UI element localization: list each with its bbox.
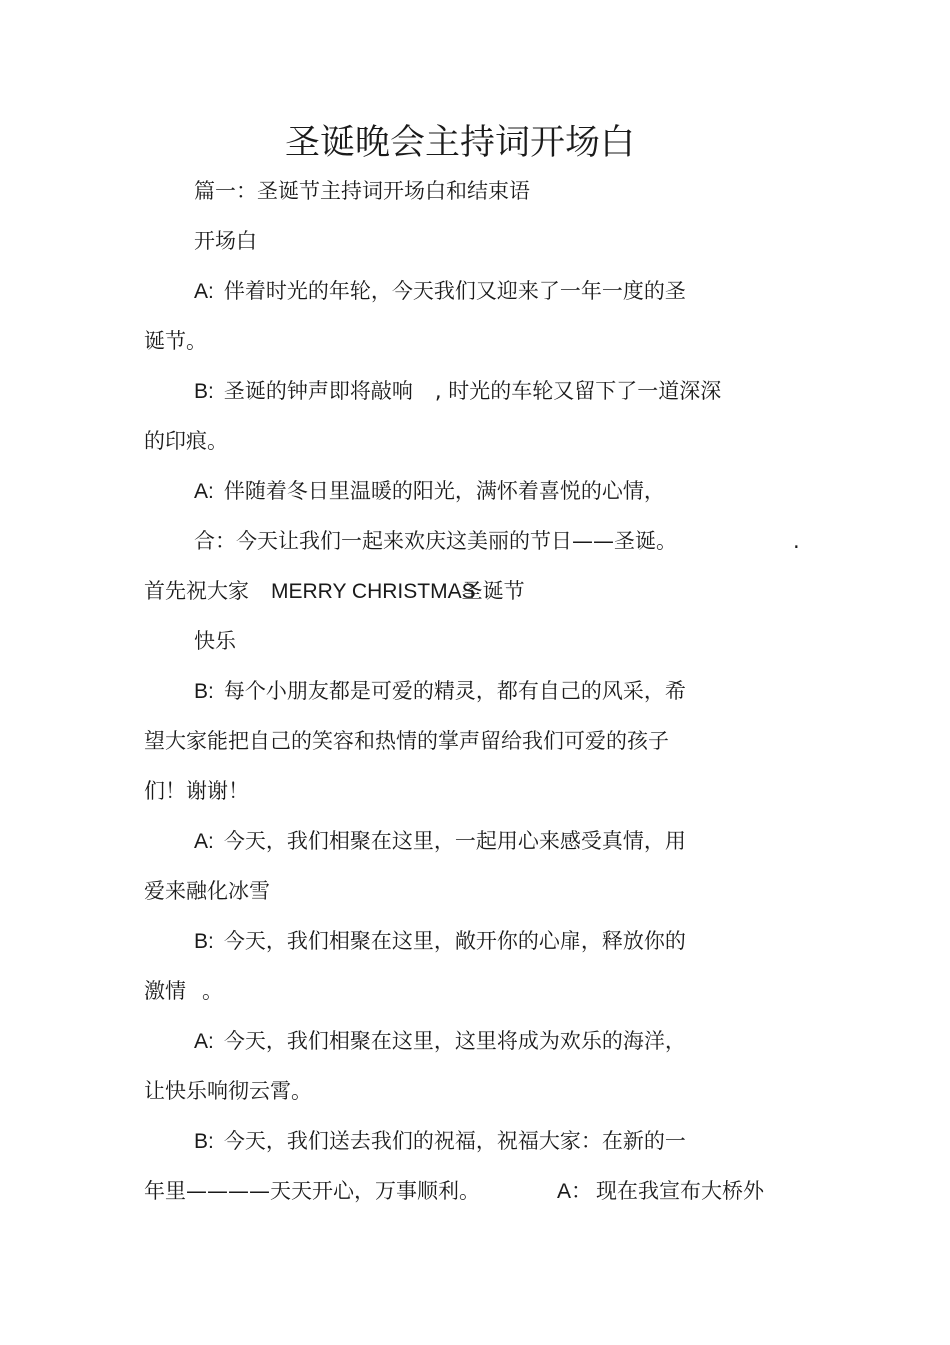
stray-dot: . — [793, 529, 800, 553]
paragraph-line: 合：今天让我们一起来欢庆这美丽的节日——圣诞。 — [194, 529, 677, 553]
line-text: 圣诞节 — [461, 579, 525, 603]
line-text: 今天，我们相聚在这里，这里将成为欢乐的海洋， — [223, 1029, 686, 1053]
speaker-label: A: — [194, 830, 214, 853]
line-text: 。 — [202, 979, 223, 1003]
paragraph-line — [194, 276, 686, 307]
line-text: 激情 — [144, 979, 186, 1003]
line-text: 现在我宣布大桥外 — [596, 1179, 765, 1203]
paragraph-line — [194, 1126, 686, 1157]
paragraph-line — [194, 1026, 686, 1057]
paragraph-line — [194, 676, 686, 707]
line-text: 今天，我们相聚在这里，一起用心来感受真情，用 — [223, 829, 686, 853]
speaker-label: B: — [194, 380, 214, 403]
paragraph-line — [194, 476, 665, 507]
paragraph-line — [194, 376, 721, 407]
line-text: 每个小朋友都是可爱的精灵，都有自己的风采，希 — [223, 679, 686, 703]
paragraph-line: 诞节。 — [144, 329, 207, 353]
latin-text: MERRY CHRISTMAS — [271, 580, 476, 603]
paragraph-line: 的印痕。 — [144, 429, 228, 453]
paragraph-line — [194, 826, 686, 857]
paragraph-line — [557, 1176, 764, 1207]
speaker-label: A: — [194, 1030, 214, 1053]
document-subtitle: 篇一：圣诞节主持词开场白和结束语 — [194, 179, 530, 203]
paragraph-line — [144, 976, 223, 1006]
line-text: 今天，我们送去我们的祝福，祝福大家：在新的一 — [223, 1129, 686, 1153]
paragraph-line: 年里————天天开心，万事顺利。 — [144, 1179, 480, 1203]
paragraph-line: 爱来融化冰雪 — [144, 879, 270, 903]
section-heading: 开场白 — [194, 229, 257, 253]
paragraph-line: 望大家能把自己的笑容和热情的掌声留给我们可爱的孩子 — [144, 729, 669, 753]
line-text: 伴着时光的年轮，今天我们又迎来了一年一度的圣 — [223, 279, 686, 303]
line-text: 圣诞的钟声即将敲响 — [223, 379, 413, 403]
speaker-label: A： — [557, 1180, 593, 1203]
speaker-label: B: — [194, 930, 214, 953]
speaker-label: B: — [194, 680, 214, 703]
speaker-label: B: — [194, 1130, 214, 1153]
paragraph-line — [194, 926, 686, 957]
speaker-label: A: — [194, 480, 214, 503]
paragraph-line: 快乐 — [194, 629, 236, 653]
paragraph-line: 们！谢谢！ — [144, 779, 249, 803]
paragraph-line: 让快乐响彻云霄。 — [144, 1079, 312, 1103]
paragraph-line — [144, 576, 525, 607]
line-text: , 时光的车轮又留下了一道深深 — [434, 379, 722, 403]
line-text: 伴随着冬日里温暖的阳光，满怀着喜悦的心情， — [223, 479, 665, 503]
line-text: 今天，我们相聚在这里，敞开你的心扉，释放你的 — [223, 929, 686, 953]
line-text: 首先祝大家 — [144, 579, 249, 603]
speaker-label: A: — [194, 280, 214, 303]
document-title: 圣诞晚会主持词开场白 — [284, 123, 635, 163]
